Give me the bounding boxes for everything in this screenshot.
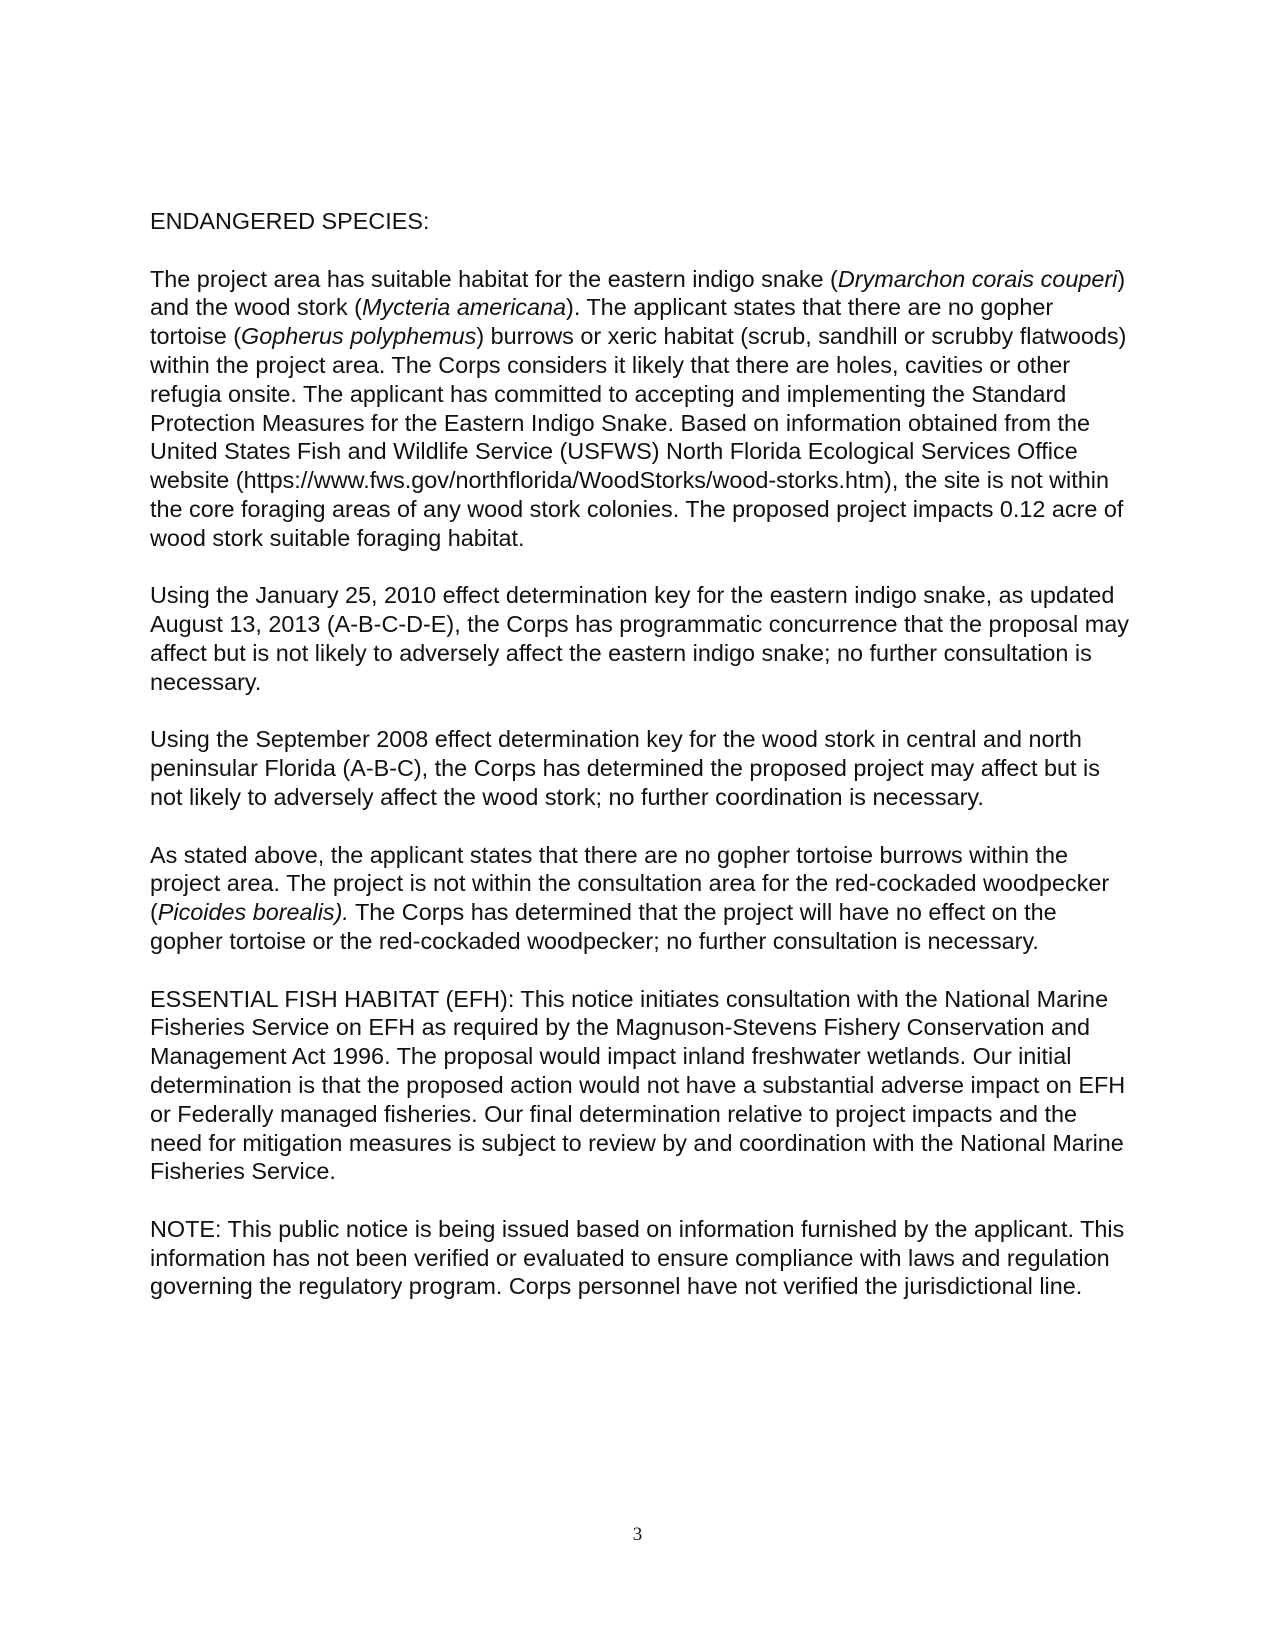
text-segment: The Corps has determined that the project will have no effect on the gopher tortoise or the red-cockaded woodpecker; no further consultation is necessary. — [150, 899, 1057, 954]
paragraph-indigo-snake — [150, 581, 1130, 696]
text-segment: As stated above, the applicant states that there are no gopher tortoise burrows within the project area. The project is not within the consultation area for the red-cockaded woodpecker ( — [150, 841, 1110, 926]
text-segment: Using the January 25, 2010 effect determination key for the eastern indigo snake, as updated August 13, 2013 (A-B-C-D-E), the Corps has programmatic concurrence that the proposal may affect but is not likely to adversely affect the eastern indigo snake; no further consultation is necessary. — [150, 582, 1129, 695]
paragraph-wood-stork — [150, 725, 1130, 811]
species-name: Drymarchon corais couperi — [837, 265, 1118, 292]
text-segment: ) burrows or xeric habitat (scrub, sandhill or scrubby flatwoods) within the project area. The Corps considers it likely that there are holes, cavities or other refugia onsite. The applicant has committed to accepting and implementing the Standard Protection Measures for the Eastern Indigo Snake. Based on information obtained from the United States Fish and Wildlife Service (USFWS) North Florida Ecological Services Office website (https://www.fws.gov/northflorida/WoodStorks/wood-storks.htm), the site is not within the core foraging areas of any wood stork colonies. The proposed project impacts 0.12 acre of wood stork suitable foraging habitat. — [150, 323, 1127, 551]
text-segment: Using the September 2008 effect determination key for the wood stork in central and north peninsular Florida (A-B-C), the Corps has determined the proposed project may affect but is not likely to adversely affect the wood stork; no further coordination is necessary. — [150, 726, 1100, 810]
text-segment: The project area has suitable habitat for the eastern indigo snake ( — [150, 265, 838, 292]
paragraph-efh — [150, 985, 1130, 1187]
species-name: Gopherus polyphemus — [241, 323, 477, 350]
text-segment: ESSENTIAL FISH HABITAT (EFH): This notice initiates consultation with the National Marine Fisheries Service on EFH as required by the Magnuson-Stevens Fishery Conservation and Management Act 1996. The proposal would impact inland freshwater wetlands. Our initial determination is that the proposed action would not have a substantial adverse impact on EFH or Federally managed fisheries. Our final determination relative to project impacts and the need for mitigation measures is subject to review by and coordination with the National Marine Fisheries Service. — [150, 985, 1126, 1185]
page-number: 3 — [632, 1524, 643, 1545]
text-segment: NOTE: This public notice is being issued based on information furnished by the applicant. This information has not been verified or evaluated to ensure compliance with laws and regulation governing the regulatory program. Corps personnel have not verified the jurisdictional line. — [150, 1215, 1125, 1300]
text-segment: ). The applicant states that there are no gopher tortoise ( — [150, 294, 1054, 350]
paragraph-gopher-tortoise — [150, 841, 1130, 956]
species-name: Picoides borealis). — [157, 899, 349, 926]
section-heading: ENDANGERED SPECIES: — [150, 208, 430, 234]
species-name: Mycteria americana — [361, 294, 567, 321]
paragraph-note — [150, 1215, 1130, 1301]
text-segment: ) and the wood stork ( — [150, 265, 1126, 321]
document-body — [150, 207, 1130, 1330]
paragraph-habitat — [150, 265, 1130, 553]
